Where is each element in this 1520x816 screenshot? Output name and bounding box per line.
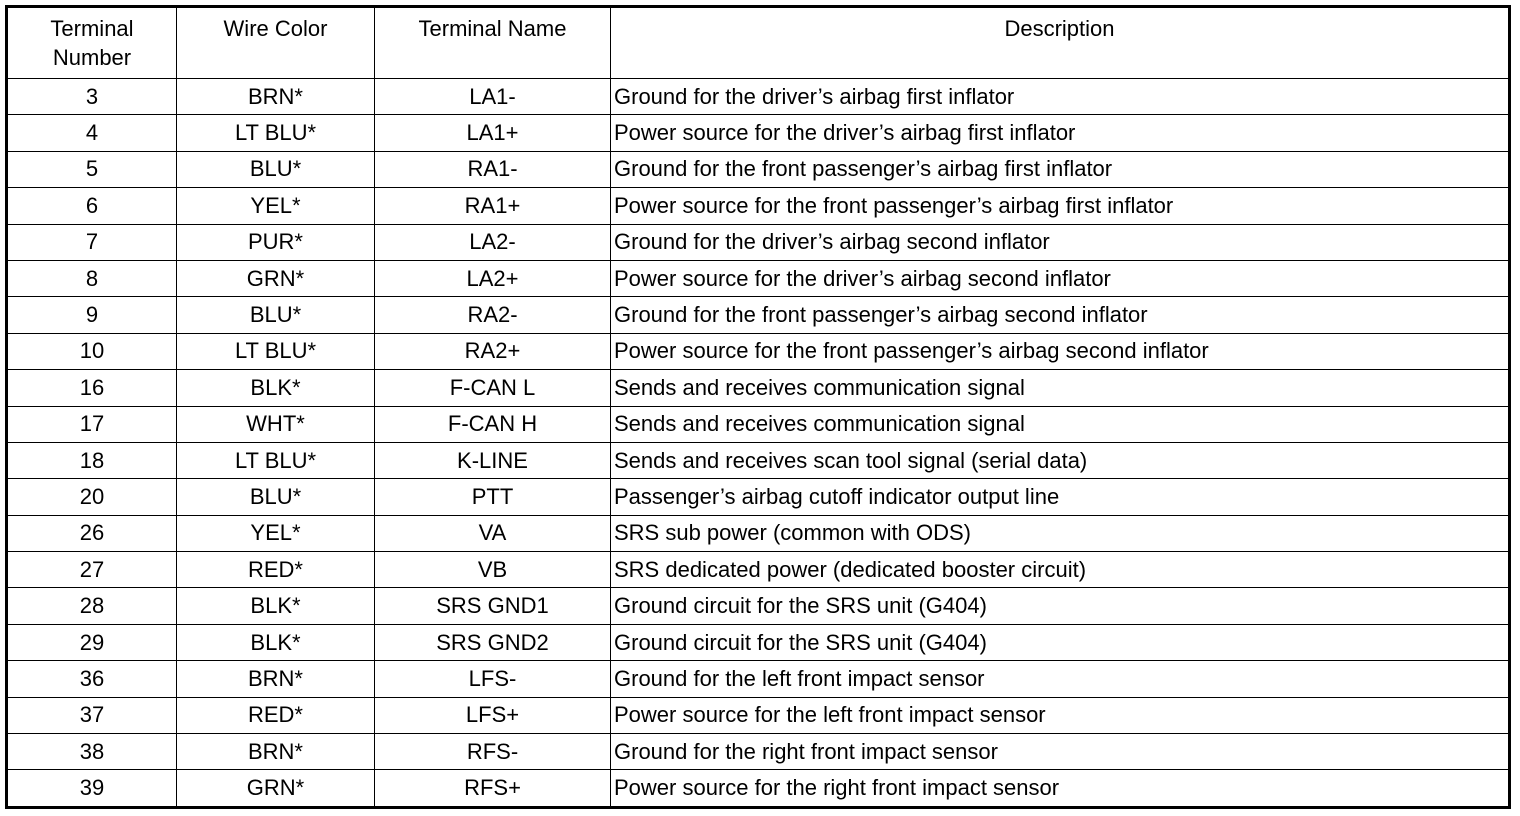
description-cell: Ground for the right front impact sensor [611,734,1510,770]
terminal-number-cell: 37 [7,697,177,733]
wire-color-cell: WHT* [177,406,375,442]
terminal-name-cell: LA2+ [375,260,611,296]
description-cell: Ground for the front passenger’s airbag second inflator [611,297,1510,333]
description-cell: Power source for the right front impact sensor [611,770,1510,807]
description-cell: Ground circuit for the SRS unit (G404) [611,588,1510,624]
terminal-number-cell: 29 [7,624,177,660]
terminal-name-cell: RFS- [375,734,611,770]
wire-color-cell: BLK* [177,624,375,660]
wire-color-cell: BLK* [177,588,375,624]
wire-color-cell: GRN* [177,770,375,807]
table-row [7,79,1510,115]
table-row [7,151,1510,187]
wire-color-cell: YEL* [177,515,375,551]
wire-color-cell: BRN* [177,79,375,115]
wire-color-cell: BLU* [177,151,375,187]
description-cell: Sends and receives communication signal [611,406,1510,442]
description-cell: Ground circuit for the SRS unit (G404) [611,624,1510,660]
terminal-name-cell: F-CAN L [375,370,611,406]
wire-color-cell: LT BLU* [177,115,375,151]
table-row [7,770,1510,807]
header-terminal-number: Terminal Number [7,7,177,79]
description-cell: Power source for the driver’s airbag first inflator [611,115,1510,151]
wire-color-cell: RED* [177,697,375,733]
terminal-name-cell: LFS+ [375,697,611,733]
description-cell: Ground for the driver’s airbag first inflator [611,79,1510,115]
description-cell: SRS sub power (common with ODS) [611,515,1510,551]
terminal-number-cell: 39 [7,770,177,807]
wire-color-cell: BRN* [177,661,375,697]
wire-color-cell: BLU* [177,297,375,333]
table-row [7,406,1510,442]
description-cell: Power source for the front passenger’s airbag second inflator [611,333,1510,369]
table-row [7,297,1510,333]
description-cell: Ground for the driver’s airbag second inflator [611,224,1510,260]
terminal-name-cell: LA1- [375,79,611,115]
terminal-name-cell: RA2- [375,297,611,333]
description-cell: Power source for the driver’s airbag second inflator [611,260,1510,296]
wire-color-cell: BLK* [177,370,375,406]
terminal-name-cell: LFS- [375,661,611,697]
table-row [7,260,1510,296]
table-row [7,697,1510,733]
terminal-name-cell: RFS+ [375,770,611,807]
terminal-number-cell: 8 [7,260,177,296]
terminal-table [5,5,1511,809]
terminal-name-cell: RA2+ [375,333,611,369]
description-cell: SRS dedicated power (dedicated booster circuit) [611,552,1510,588]
table-row [7,624,1510,660]
wire-color-cell: BRN* [177,734,375,770]
table-row [7,515,1510,551]
table-row [7,115,1510,151]
header-row [7,7,1510,79]
terminal-number-cell: 26 [7,515,177,551]
wire-color-cell: GRN* [177,260,375,296]
terminal-name-cell: VA [375,515,611,551]
wire-color-cell: RED* [177,552,375,588]
wire-color-cell: YEL* [177,188,375,224]
description-cell: Power source for the left front impact sensor [611,697,1510,733]
table-row [7,479,1510,515]
terminal-number-cell: 5 [7,151,177,187]
description-cell: Sends and receives scan tool signal (serial data) [611,442,1510,478]
table-row [7,188,1510,224]
terminal-number-cell: 38 [7,734,177,770]
terminal-name-cell: SRS GND2 [375,624,611,660]
header-description: Description [611,7,1510,79]
terminal-name-cell: K-LINE [375,442,611,478]
terminal-name-cell: RA1- [375,151,611,187]
terminal-number-cell: 10 [7,333,177,369]
wire-color-cell: BLU* [177,479,375,515]
terminal-number-cell: 17 [7,406,177,442]
terminal-number-cell: 36 [7,661,177,697]
table-row [7,588,1510,624]
description-cell: Sends and receives communication signal [611,370,1510,406]
table-row [7,734,1510,770]
terminal-name-cell: LA2- [375,224,611,260]
terminal-name-cell: F-CAN H [375,406,611,442]
header-wire-color: Wire Color [177,7,375,79]
terminal-number-cell: 6 [7,188,177,224]
header-terminal-name: Terminal Name [375,7,611,79]
description-cell: Power source for the front passenger’s airbag first inflator [611,188,1510,224]
table-body [7,79,1510,808]
terminal-name-cell: SRS GND1 [375,588,611,624]
table-row [7,224,1510,260]
description-cell: Ground for the front passenger’s airbag first inflator [611,151,1510,187]
terminal-name-cell: RA1+ [375,188,611,224]
terminal-number-cell: 18 [7,442,177,478]
terminal-number-cell: 4 [7,115,177,151]
terminal-number-cell: 9 [7,297,177,333]
wire-color-cell: LT BLU* [177,333,375,369]
table-row [7,552,1510,588]
table-row [7,333,1510,369]
wire-color-cell: LT BLU* [177,442,375,478]
table-row [7,661,1510,697]
terminal-name-cell: LA1+ [375,115,611,151]
terminal-number-cell: 20 [7,479,177,515]
table-row [7,370,1510,406]
terminal-number-cell: 7 [7,224,177,260]
description-cell: Ground for the left front impact sensor [611,661,1510,697]
terminal-number-cell: 3 [7,79,177,115]
wire-color-cell: PUR* [177,224,375,260]
terminal-number-cell: 28 [7,588,177,624]
terminal-name-cell: VB [375,552,611,588]
table-row [7,442,1510,478]
terminal-number-cell: 16 [7,370,177,406]
terminal-number-cell: 27 [7,552,177,588]
terminal-table-container [5,5,1511,809]
description-cell: Passenger’s airbag cutoff indicator output line [611,479,1510,515]
terminal-name-cell: PTT [375,479,611,515]
